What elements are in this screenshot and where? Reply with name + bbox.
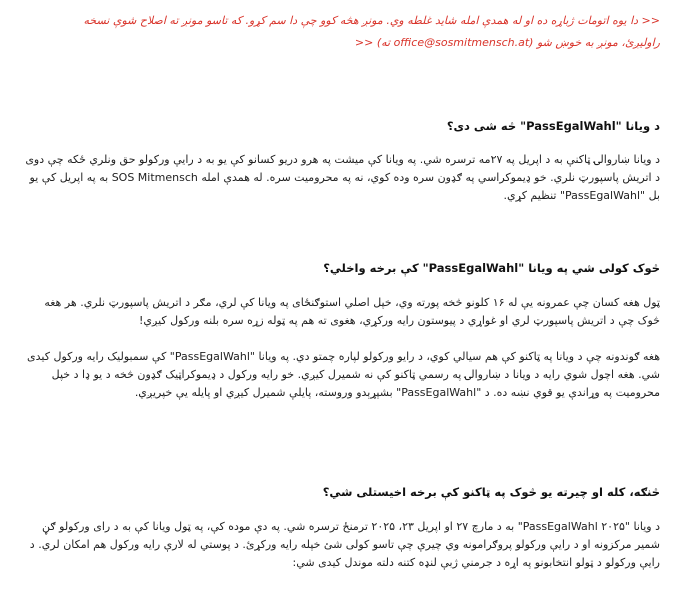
section-2-title: څوک کولی شي په ویانا "PassEgalWahl" کې برخه واخلي؟ [323, 261, 660, 275]
section-2-paragraph-1: ټول هغه کسان چې عمرونه یې له ۱۶ کلونو څخه پورته وي، خپل اصلي استوګنځای په ویانا کې لري، مګر د اتریش پاسپورټ نلري. هر هغه څوک چې د اتریش پاسپورټ لري او غواړي د پیوستون رایه ورکړي، هغوی ته هم په ټوله زړه سره بلنه ورکول کیږي! [44, 296, 660, 327]
section-2-paragraph-2: هغه ګوندونه چې د ویانا په ټاکنو کې هم سیالي کوي، د رایو ورکولو لپاره چمتو دي. په ویانا "PassEgalWahl" کې سمبولیک رایه ورکول کیدی شي. هغه اچول شوي رایه د ویانا د ښاروالۍ په رسمي ټاکنو کې نه شمیرل کیږي. خو رایه ورکول د ډیموکراټیک ګډون څخه د یو ډا د خپل محرومیت په وړاندې یو قوي نښه ده. د "PassEgalWahl" بشپړېدو وروسته، پایلې شمیرل کیږي او پایله یې خپریږي. [27, 350, 660, 399]
section-3-title: څنګه، کله او چیرته یو څوک په ټاکنو کې برخه اخیستلی شي؟ [322, 485, 660, 499]
notice-line-2 [20, 32, 660, 54]
email-link[interactable]: office@sosmitmensch.at [393, 36, 530, 49]
notice-line-2-prefix: راولیږئ، مونږ به خوښ شو ( [529, 36, 660, 49]
translation-notice [20, 10, 660, 54]
notice-line-2-suffix: ته) << [354, 36, 394, 49]
section-3-paragraph-1: د ویانا "۲۰۲۵ PassEgalWahl" به د مارچ ۲۷ او اپریل ۲۳، ۲۰۲۵ ترمنځ ترسره شي. په دې موده کې، په ټول ویانا کې به د رای ورکولو ګڼ شمیر مرکزونه او د رایې ورکولو پروګرامونه وي چیرې چې تاسو کولی شئ خپله رایه ورکړئ. د پوستي له لارې رایه ورکول هم امکان لري. د رایې ورکولو د ټولو انتخابونو په اړه د جرمني ژبې لنډه کتنه دلته موندل کیدی شي: [29, 520, 660, 569]
section-1-paragraph-1: د ویانا ښاروالۍ ټاکنې به د اپریل په ۲۷مه ترسره شي. په ویانا کې میشت په هرو دریو کسانو کې یو به د رایې ورکولو حق ونلري ځکه چې دوی د اتریش پاسپورټ نلري. خو ډیموکراسي په ګډون سره وده کوي، نه په محرومیت سره. له همدې امله SOS Mitmensch به په اپریل کې یو بل "PassEgalWahl" تنظیم کړي. [25, 153, 660, 202]
notice-line-1: << دا یوه اتومات ژباړه ده او له همدې امله شاید غلطه وي. مونږ هڅه کوو چې دا سم کړو. که تاسو مونږ ته اصلاح شوې نسخه [83, 14, 660, 27]
section-1-title: د ویانا "PassEgalWahl" څه شی دی؟ [446, 119, 660, 133]
